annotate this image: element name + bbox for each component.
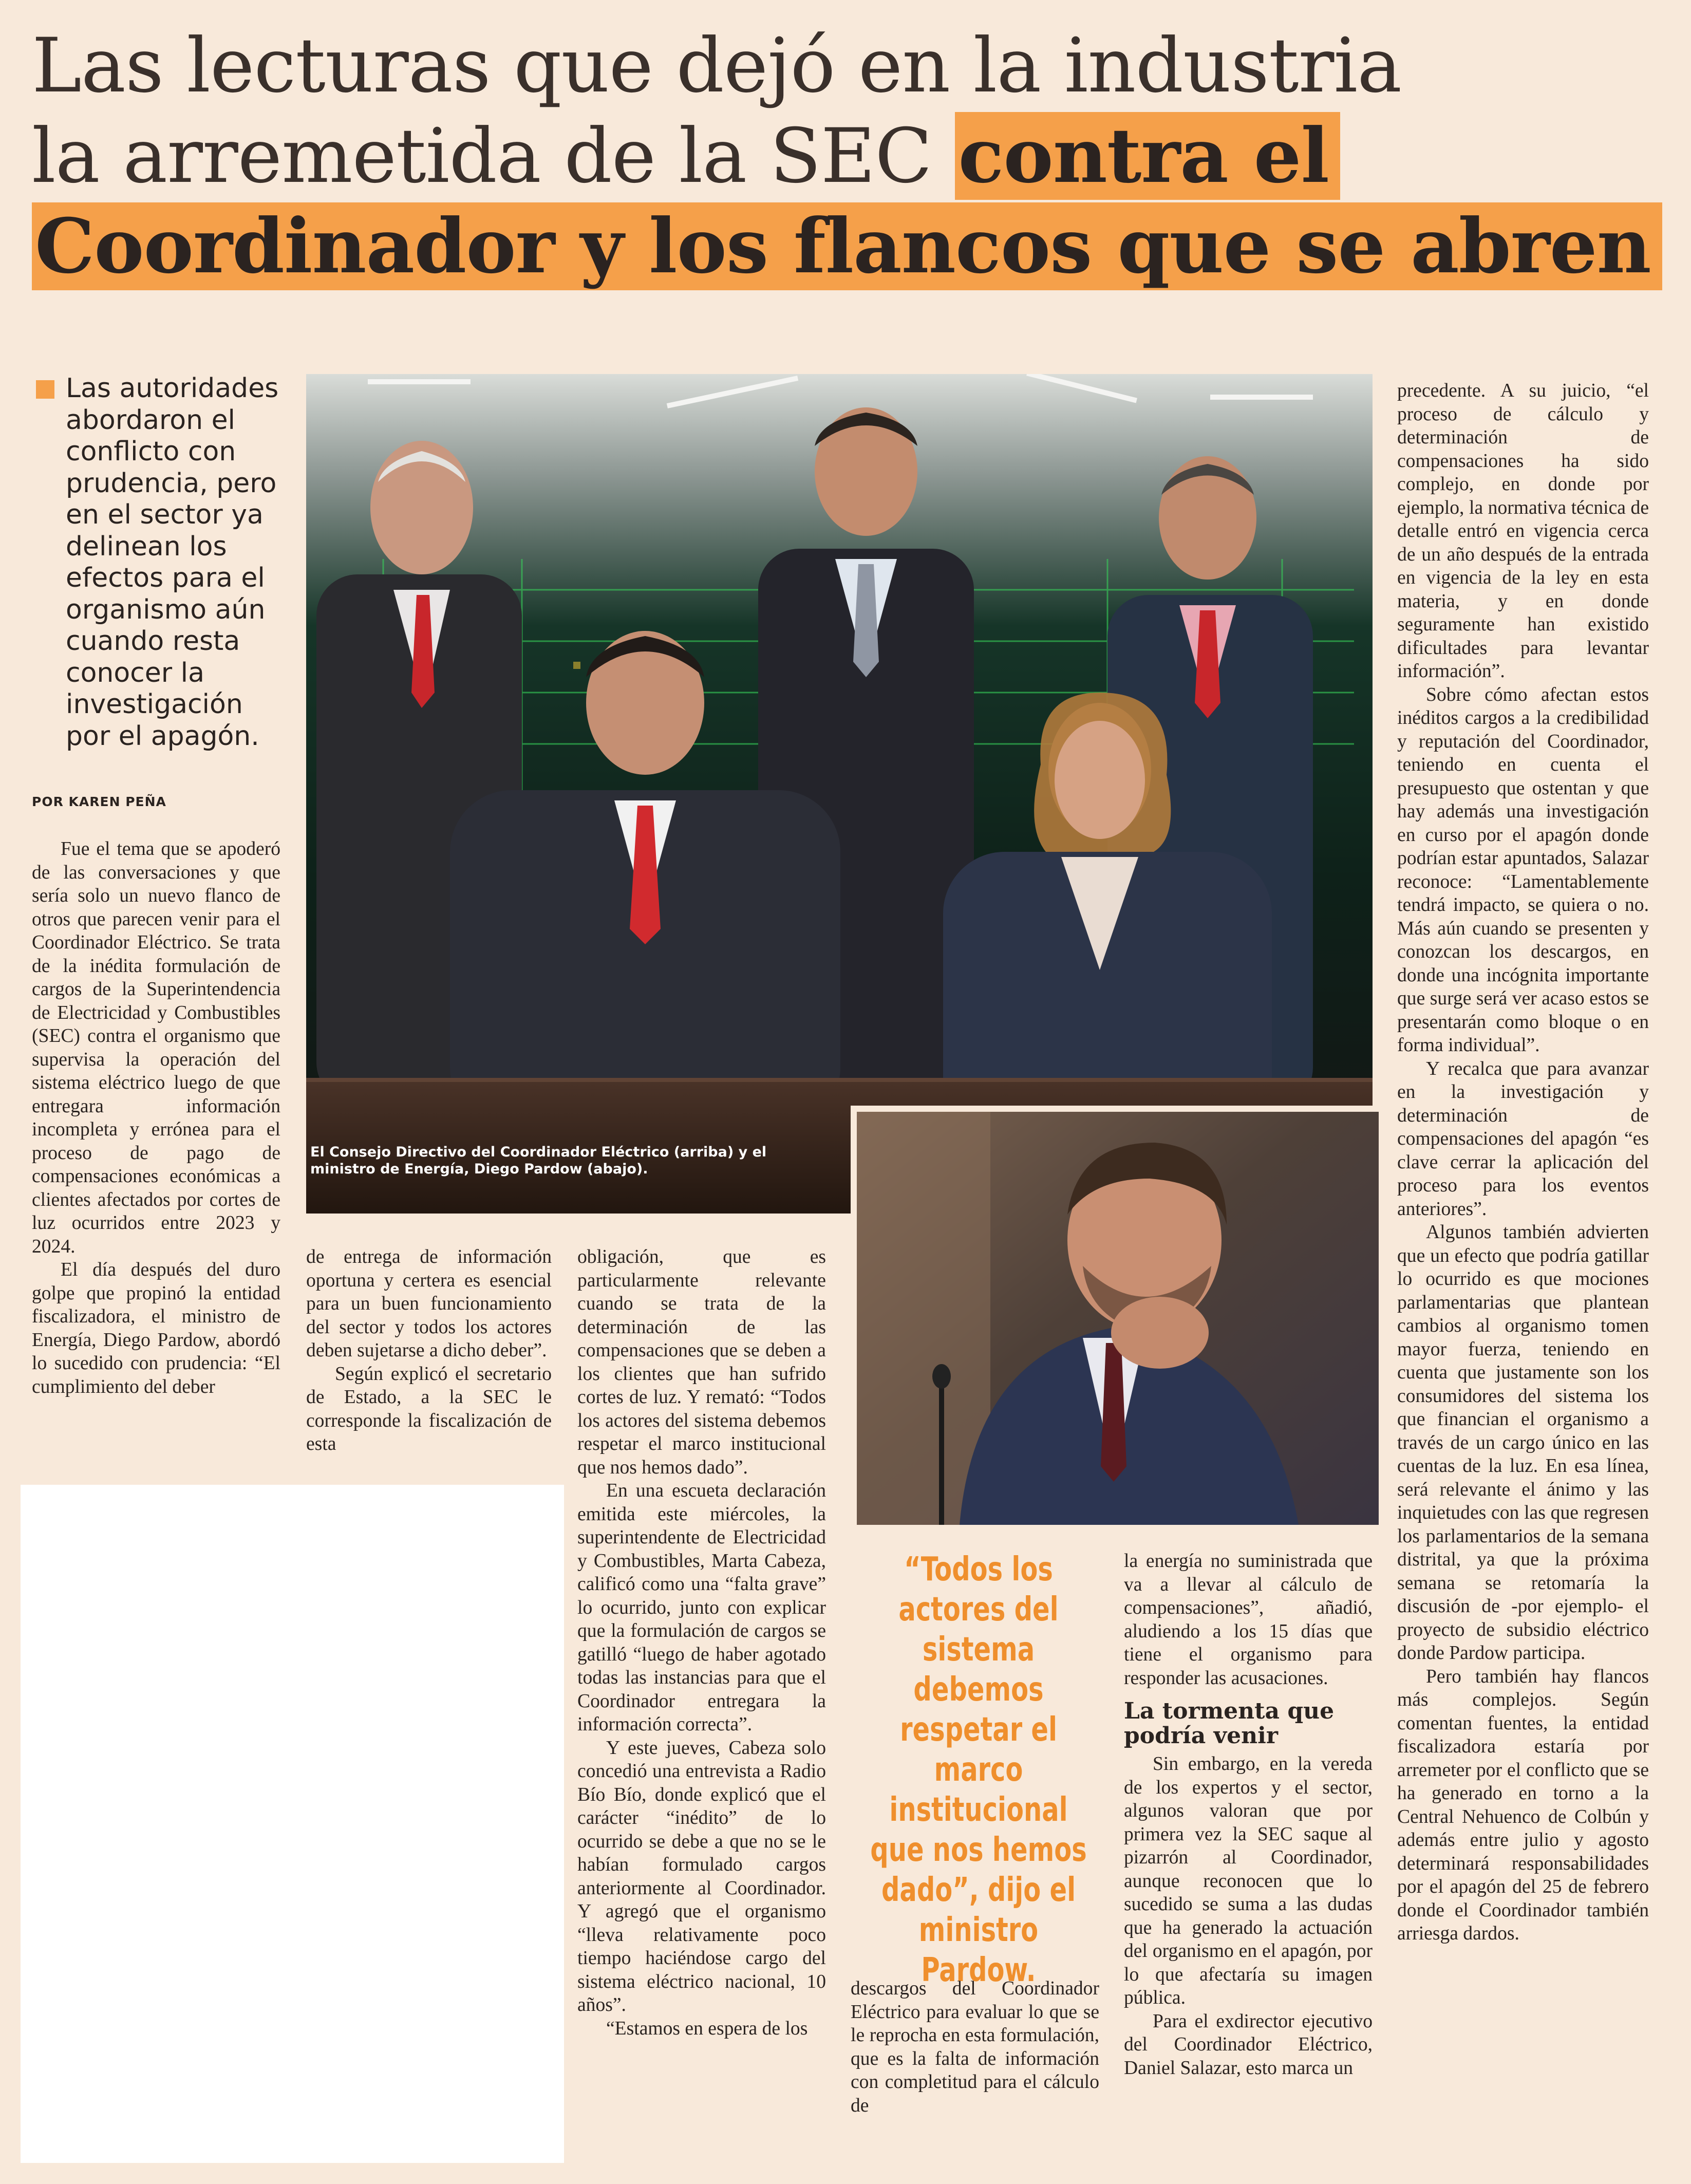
lead-text: Las autoridades abordaron el conflicto con prudencia, pero en el sector ya delinean los efectos para el organismo aún cuando resta conocer la investigación por el apagón.	[66, 373, 279, 752]
headline-highlight-1: contra el	[955, 112, 1340, 200]
col6-paragraph-3: Y recalca que para avanzar en la investigación y determinación de compensaciones del apagón “es clave cerrar la aplicación del proceso para los eventos anteriores”.	[1397, 1058, 1649, 1220]
col6-paragraph-2: Sobre cómo afectan estos inéditos cargos a la credibilidad y reputación del Coordinador, teniendo en cuenta el presupuesto que ostentan y que hay además una investigación en curso por el apagón donde podrían estar apuntados, Salazar reconoce: “Lamentablemente tendrá impacto, se quiera o no. Más aún cuando se presenten y conozcan los descargos, en donde una incógnita importante que surge será ver acaso estos se presentarán como bloque o en forma individual”.	[1397, 684, 1649, 1056]
col1-paragraph-2: El día después del duro golpe que propinó la entidad fiscalizadora, el ministro de Energía, Diego Pardow, abordó lo sucedido con prudencia: “El cumplimiento del deber	[32, 1259, 280, 1397]
col1-paragraph-1: Fue el tema que se apoderó de las conversaciones y que sería solo un nuevo flanco de otros que parecen venir para el Coordinador Eléctrico. Se trata de la inédita formulación de cargos de la Superintendencia de Electricidad y Combustibles (SEC) contra el organismo que supervisa la operación del sistema eléctrico luego de que entregara información incompleta y errónea para el proceso de pago de compensaciones económicas a clientes afectados por cortes de luz ocurridos entre 2023 y 2024.	[32, 838, 280, 1257]
photo-directive-council	[306, 374, 1373, 1214]
article-column-4	[851, 1977, 1099, 2117]
bullet-square-icon	[36, 380, 54, 399]
byline: POR KAREN PEÑA	[32, 794, 166, 809]
col5-paragraph-1: la energía no suministrada que va a llevar al cálculo de compensaciones”, añadió, aludiendo a los 15 días que tiene el organismo para responder las acusaciones.	[1124, 1551, 1373, 1689]
blank-area	[21, 1485, 564, 2163]
article-column-2	[306, 1245, 552, 1456]
col3-paragraph-1: obligación, que es particularmente relevante cuando se trata de la determinación de las compensaciones que se deben a los clientes que han sufrido cortes de luz. Y remató: “Todos los actores del sistema debemos respetar el marco institucional que nos hemos dado”.	[577, 1246, 826, 1478]
col6-paragraph-5: Pero también hay flancos más complejos. Según comentan fuentes, la entidad fiscalizadora estaría por arremeter por el conflicto que se ha generado en torno a la Central Nehuenco de Colbún y además entre julio y agosto determinará responsabilidades por el apagón del 25 de febrero donde el Coordinador también arriesga dardos.	[1397, 1666, 1649, 1944]
col4-paragraph-1: descargos del Coordinador Eléctrico para evaluar lo que se le reprocha en esta formulación, que es la falta de información con completitud para el cálculo de	[851, 1978, 1099, 2116]
headline	[32, 21, 1665, 292]
headline-highlight-2: Coordinador y los flancos que se abren	[32, 202, 1662, 290]
headline-line-2	[32, 111, 1665, 201]
lead-paragraph	[32, 373, 289, 752]
article-column-5	[1124, 1550, 1373, 2080]
col5-paragraph-3: Para el exdirector ejecutivo del Coordinador Eléctrico, Daniel Salazar, esto marca un	[1124, 2010, 1373, 2079]
col3-paragraph-3: Y este jueves, Cabeza solo concedió una entrevista a Radio Bío Bío, donde explicó que el carácter “inédito” de lo ocurrido se debe a que no se le habían formulado cargos anteriormente al Coordinador. Y agregó que el organismo “lleva relativamente poco tiempo haciéndose cargo del sistema eléctrico nacional, 10 años”.	[577, 1737, 826, 2015]
article-column-3	[577, 1245, 826, 2040]
headline-line-3	[32, 201, 1665, 292]
col6-paragraph-4: Algunos también advierten que un efecto que podría gatillar lo ocurrido es que mociones parlamentarias que plantean cambios al organismo tomen mayor fuerza, teniendo en cuenta que justamente son los consumidores del sistema los que financian el organismo a través de un cargo único en las cuentas de la luz. En esa línea, será relevante el ánimo y las inquietudes con las que regresen los parlamentarios de la semana distrital, ya que la próxima semana se retomaría la discusión de -por ejemplo- el proyecto de subsidio eléctrico donde Pardow participa.	[1397, 1222, 1649, 1664]
col3-paragraph-4: “Estamos en espera de los	[606, 2018, 808, 2039]
col2-paragraph-1: de entrega de información oportuna y certera es esencial para un buen funcionamiento del sector y todos los actores deben sujetarse a dicho deber”.	[306, 1246, 552, 1361]
article-column-1	[32, 837, 280, 1398]
photo-minister-illustration	[857, 1112, 1379, 1525]
col6-paragraph-1: precedente. A su juicio, “el proceso de cálculo y determinación de compensaciones ha sido complejo, en donde por ejemplo, la normativa técnica de detalle entró en vigencia cerca de un año después de la entrada en vigencia de la ley en esta materia, y en donde seguramente han existido dificultades para levantar información”.	[1397, 380, 1649, 682]
col2-paragraph-2: Según explicó el secretario de Estado, a la SEC le corresponde la fiscalización de esta	[306, 1363, 552, 1454]
article-column-6	[1397, 379, 1649, 1946]
photo-caption: El Consejo Directivo del Coordinador Eléctrico (arriba) y el ministro de Energía, Diego Pardow (abajo).	[310, 1144, 767, 1177]
headline-line-2-plain: la arremetida de la SEC	[32, 113, 955, 200]
photo-directive-council-illustration	[306, 374, 1373, 1214]
pull-quote: “Todos los actores del sistema debemos respetar el marco institucional que nos hemos dado”, dijo el ministro Pardow.	[870, 1551, 1087, 1989]
photo-minister-pardow	[851, 1106, 1385, 1531]
subheading-tormenta: La tormenta que podría venir	[1124, 1698, 1335, 1749]
col3-paragraph-2: En una escueta declaración emitida este miércoles, la superintendente de Electricidad y Combustibles, Marta Cabeza, calificó como una “falta grave” lo ocurrido, junto con explicar que la formulación de cargos se gatilló “luego de haber agotado todas las instancias para que el Coordinador entregara la información correcta”.	[577, 1480, 826, 1735]
col5-paragraph-2: Sin embargo, en la vereda de los expertos y el sector, algunos valoran que por primera vez la SEC saque al pizarrón al Coordinador, aunque reconocen que lo sucedido se suma a las dudas que ha generado la actuación del organismo en el apagón, por lo que afectaría su imagen pública.	[1124, 1753, 1373, 2008]
headline-line-1: Las lecturas que dejó en la industria	[32, 22, 1402, 109]
